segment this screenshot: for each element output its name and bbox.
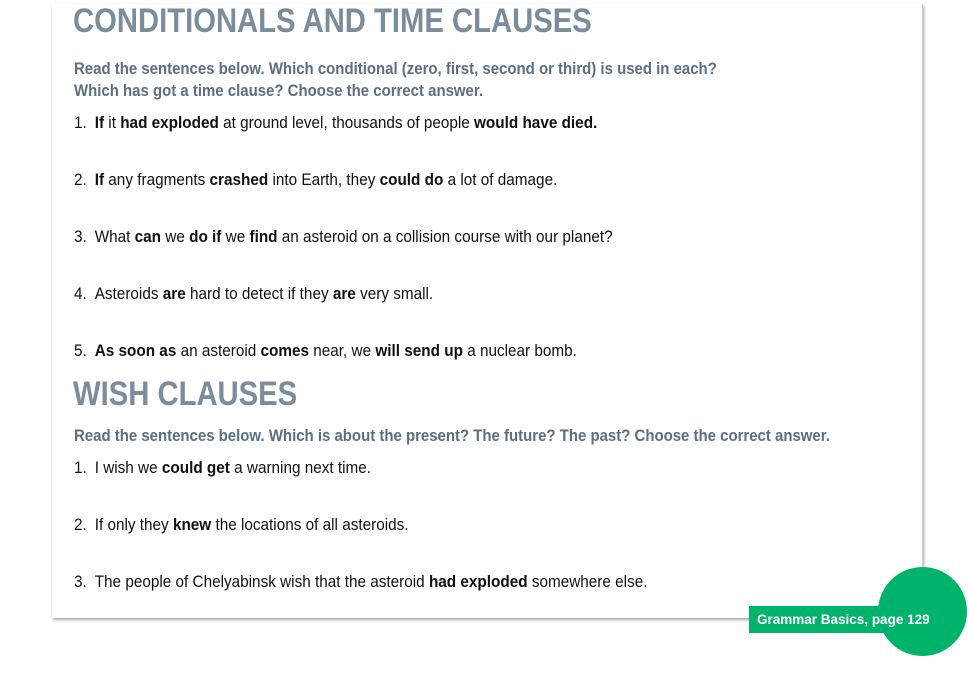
grammar-basics-link[interactable]: Grammar Basics, page 129 [749,606,938,633]
item-number: 3. [74,227,87,246]
highlighted-phrase: If [94,170,105,189]
conditionals-instructions-line1: Read the sentences below. Which conditional (zero, first, second or third) is used in each? [74,59,717,78]
sentence-text: any fragments [104,170,210,189]
wish-sentence-1[interactable] [74,457,371,479]
sentence-text: I wish we [94,458,162,477]
sentence-text: an asteroid on a collision course with our planet? [277,227,613,246]
sentence-text: we [221,227,250,246]
highlighted-phrase: comes [260,341,310,360]
sentence-text: a lot of damage. [443,170,558,189]
item-number: 3. [74,572,87,591]
sentence-text: it [104,113,121,132]
conditional-sentence-5[interactable] [74,340,577,362]
sentence-text: What [94,227,135,246]
highlighted-phrase: would have died [474,113,594,132]
sentence-text: somewhere else. [527,572,648,591]
wish-instructions-line1: Read the sentences below. Which is about the present? The future? The past? Choose the correct answer. [74,426,830,445]
highlighted-phrase: knew [172,515,212,534]
conditional-sentence-2[interactable] [74,169,557,191]
conditional-sentence-3[interactable] [74,226,613,248]
highlighted-phrase: If [94,113,105,132]
highlighted-phrase: do if [189,227,222,246]
highlighted-phrase: As soon as [94,341,177,360]
conditionals-instructions [74,58,717,102]
sentence-text: the locations of all asteroids. [211,515,409,534]
conditional-sentence-4[interactable] [74,283,433,305]
sentence-text: a warning next time. [229,458,372,477]
wish-sentence-2[interactable] [74,514,409,536]
highlighted-phrase: crashed [209,170,269,189]
highlighted-phrase: had exploded [428,572,528,591]
highlighted-phrase: are [332,284,356,303]
item-number: 4. [74,284,87,303]
sentence-text: very small. [355,284,434,303]
sentence-text: The people of Chelyabinsk wish that the asteroid [94,572,429,591]
item-number: 2. [74,170,87,189]
conditionals-title: CONDITIONALS AND TIME CLAUSES [73,2,592,40]
highlighted-phrase: could get [161,458,230,477]
conditional-sentence-1[interactable] [74,112,597,134]
highlighted-phrase: will send up [375,341,463,360]
wish-sentence-3[interactable] [74,571,647,593]
wish-title: WISH CLAUSES [73,375,298,413]
sentence-text: If only they [94,515,173,534]
sentence-text: at ground level, thousands of people [218,113,475,132]
sentence-text: we [161,227,190,246]
sentence-text: into Earth, they [268,170,380,189]
wish-instructions [74,425,830,447]
highlighted-phrase: . [593,113,598,132]
sentence-text: Asteroids [94,284,163,303]
item-number: 1. [74,458,87,477]
conditionals-instructions-line2: Which has got a time clause? Choose the correct answer. [74,81,484,100]
sentence-text: hard to detect if they [185,284,333,303]
sentence-text: a nuclear bomb. [462,341,577,360]
highlighted-phrase: are [162,284,186,303]
highlighted-phrase: find [249,227,278,246]
item-number: 2. [74,515,87,534]
highlighted-phrase: could do [379,170,444,189]
sentence-text: an asteroid [176,341,261,360]
item-number: 1. [74,113,87,132]
highlighted-phrase: can [134,227,162,246]
highlighted-phrase: had exploded [120,113,219,132]
sentence-text: near, we [309,341,376,360]
item-number: 5. [74,341,87,360]
